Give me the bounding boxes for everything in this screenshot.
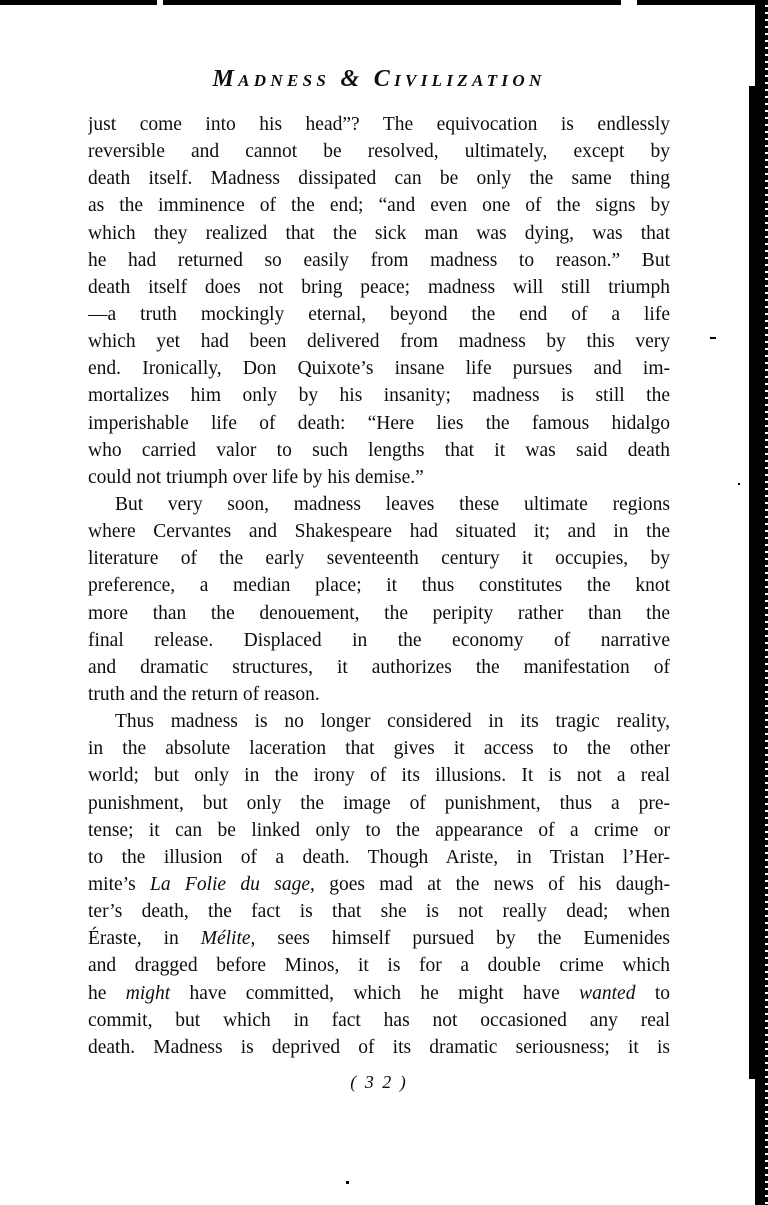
text-line	[88, 165, 670, 192]
text-line	[88, 762, 670, 789]
scan-speck	[710, 337, 716, 339]
text-segment: literature of the early seventeenth century it occupies, by	[88, 548, 670, 570]
text-line	[88, 600, 670, 627]
text-segment: and dragged before Minos, it is for a double crime which	[88, 955, 670, 977]
text-segment: punishment, but only the image of punishment, thus a pre-	[88, 792, 670, 814]
text-line	[88, 301, 670, 328]
text-line	[88, 681, 670, 708]
text-line	[88, 220, 670, 247]
text-segment: end. Ironically, Don Quixote’s insane life pursues and im-	[88, 358, 670, 380]
text-line	[88, 464, 670, 491]
text-segment: reversible and cannot be resolved, ultimately, except by	[88, 141, 670, 163]
text-segment: to the illusion of a death. Though Ariste, in Tristan l’Her-	[88, 846, 670, 868]
text-segment: mite’s	[88, 873, 150, 895]
italic-phrase: wanted	[579, 982, 636, 1004]
text-segment: to	[635, 982, 670, 1004]
text-line	[88, 491, 670, 518]
text-line	[88, 437, 670, 464]
text-line	[88, 1007, 670, 1034]
text-line	[88, 192, 670, 219]
text-line	[88, 708, 670, 735]
text-line	[88, 382, 670, 409]
text-segment: Thus madness is no longer considered in its tragic reality,	[115, 711, 670, 733]
text-segment: as the imminence of the end; “and even one of the signs by	[88, 195, 670, 217]
text-segment: could not triumph over life by his demise.”	[88, 466, 424, 488]
text-segment: have committed, which he might have	[170, 982, 580, 1004]
scan-speck	[346, 1181, 349, 1184]
text-line	[88, 654, 670, 681]
text-segment: death itself. Madness dissipated can be only the same thing	[88, 168, 670, 190]
italic-phrase: Mélite	[200, 928, 251, 950]
text-line	[88, 138, 670, 165]
scan-top-edge-strip	[0, 0, 768, 5]
text-line	[88, 790, 670, 817]
italic-phrase: might	[125, 982, 171, 1004]
text-segment: more than the denouement, the peripity rather than the	[88, 602, 670, 624]
text-line	[88, 980, 670, 1007]
text-segment: death itself does not bring peace; madness will still triumph	[88, 276, 670, 298]
text-line	[88, 410, 670, 437]
text-line	[88, 817, 670, 844]
text-line	[88, 355, 670, 382]
text-segment: tense; it can be linked only to the appearance of a crime or	[88, 819, 670, 841]
text-segment: death. Madness is deprived of its dramatic seriousness; it is	[88, 1036, 670, 1058]
text-line	[88, 247, 670, 274]
text-segment: where Cervantes and Shakespeare had situated it; and in the	[88, 521, 670, 543]
text-segment: just come into his head”? The equivocation is endlessly	[88, 114, 670, 135]
text-segment: which yet had been delivered from madness by this very	[88, 331, 670, 353]
text-line	[88, 518, 670, 545]
text-segment: mortalizes him only by his insanity; madness is still the	[88, 385, 670, 407]
text-segment: preference, a median place; it thus constitutes the knot	[88, 575, 670, 597]
scan-strip-notch	[621, 0, 637, 5]
text-line	[88, 1034, 670, 1061]
text-segment: But very soon, madness leaves these ultimate regions	[115, 493, 670, 515]
text-segment: —a truth mockingly eternal, beyond the end of a life	[88, 303, 670, 325]
text-segment: he had returned so easily from madness to reason.” But	[88, 249, 670, 271]
page-number: ( 3 2 )	[350, 1072, 408, 1092]
text-line	[88, 545, 670, 572]
text-segment: commit, but which in fact has not occasioned any real	[88, 1009, 670, 1031]
scan-strip-notch	[157, 0, 163, 5]
text-line	[88, 627, 670, 654]
text-segment: in the absolute laceration that gives it access to the other	[88, 738, 670, 760]
text-segment: world; but only in the irony of its illusions. It is not a real	[88, 765, 670, 787]
text-line	[88, 952, 670, 979]
scan-right-edge-bar-wide	[749, 86, 756, 1079]
text-segment: Éraste, in	[88, 928, 201, 950]
text-segment: imperishable life of death: “Here lies the famous hidalgo	[88, 412, 670, 434]
text-segment: which they realized that the sick man was dying, was that	[88, 222, 670, 244]
text-segment: , sees himself pursued by the Eumenides	[250, 928, 670, 950]
text-segment: truth and the return of reason.	[88, 683, 320, 705]
text-segment: and dramatic structures, it authorizes the manifestation of	[88, 656, 670, 678]
text-line	[88, 111, 670, 138]
text-segment: who carried valor to such lengths that it was said death	[88, 439, 670, 461]
text-line	[88, 844, 670, 871]
text-line	[88, 328, 670, 355]
running-header: Madness & Civilization	[212, 66, 546, 92]
text-line	[88, 735, 670, 762]
text-segment: ter’s death, the fact is that she is not really dead; when	[88, 901, 670, 923]
text-segment: he	[88, 982, 126, 1004]
text-line	[88, 925, 670, 952]
scan-speck	[738, 483, 740, 485]
italic-phrase: La Folie du sage	[150, 873, 310, 895]
text-segment: , goes mad at the news of his daugh-	[310, 873, 670, 895]
text-line	[88, 274, 670, 301]
text-line	[88, 572, 670, 599]
text-block	[88, 111, 670, 1061]
text-line	[88, 898, 670, 925]
text-segment: final release. Displaced in the economy of narrative	[88, 629, 670, 651]
text-line	[88, 871, 670, 898]
